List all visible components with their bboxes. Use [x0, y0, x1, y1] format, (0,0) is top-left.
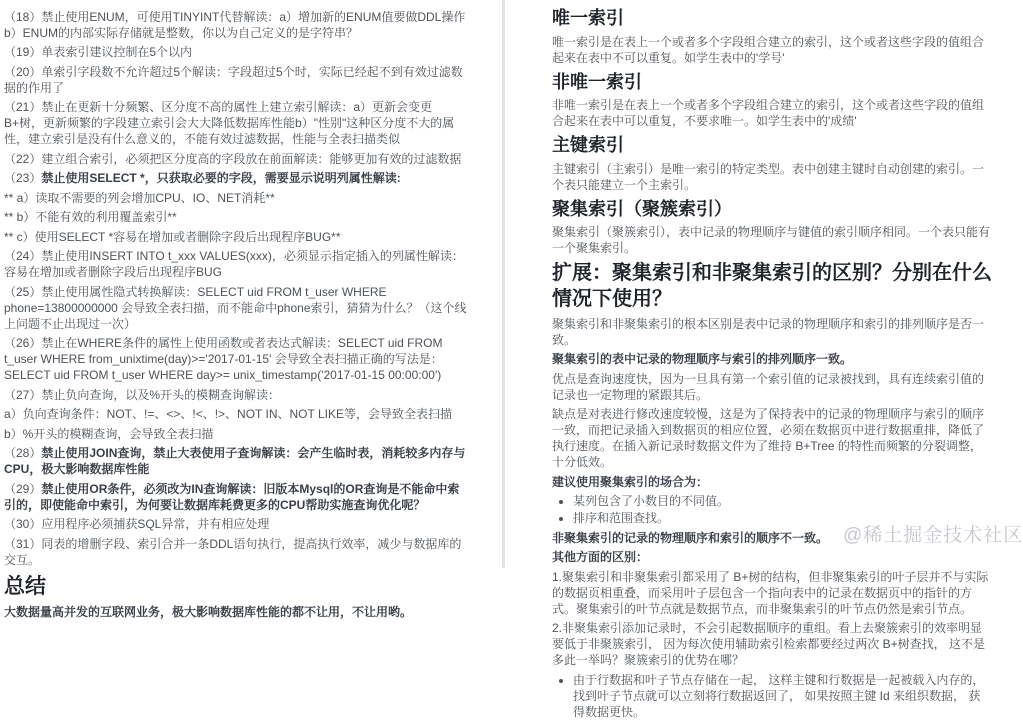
list-item: • 某列包含了小数目的不同值。 [573, 493, 992, 509]
right-column [552, 2, 992, 723]
rule-23-sub-b: ** b）不能有效的利用覆盖索引** [4, 210, 177, 224]
para-root-difference: 聚集索引和非聚集索引的根本区别是表中记录的物理顺序和索引的排列顺序是否一致。 [552, 316, 985, 347]
rule-27: （27）禁止负向查询，以及%开头的模糊查询解读： [4, 387, 281, 402]
rule-24: （24）禁止使用INSERT INTO t_xxx VALUES(xxx)，必须显示指定插入的列属性解读：容易在增加或者删除字段后出现程序BUG [4, 249, 464, 279]
rule-27-sub-a: a）负向查询条件：NOT、!=、<>、!<、!>、NOT IN、NOT LIKE等，会导致全表扫描 [4, 407, 452, 421]
para-non-unique-index: 非唯一索引是在表上一个或者多个字段组合建立的索引，这个或者这些字段的值组合起来在表中可以重复，不要求唯一。如学生表中的'成绩' [552, 98, 985, 128]
list-item: • 由于行数据和叶子节点存储在一起， 这样主键和行数据是一起被载入内存的，找到叶子节点就可以立刻将行数据返回了， 如果按照主键 Id 来组织数据， 获得数据更快。 [573, 672, 992, 720]
rule-31: （31）同表的增删字段、索引合并一条DDL语句执行，提高执行效率，减少与数据库的交互。 [4, 536, 462, 567]
para-other-difference: 其他方面的区别： [552, 550, 649, 564]
rule-19: （19）单表索引建议控制在5个以内 [4, 45, 193, 59]
para-disadvantage: 缺点是对表进行修改速度较慢，这是为了保持表中的记录的物理顺序与索引的顺序一致，而把记录插入到数据页的相应位置，必须在数据页中进行数据重排，降低了执行速度。在插入新记录时数据文件为了维持 B+Tree 的特性而频繁的分裂调整，十分低效。 [552, 407, 985, 469]
rule-27-sub-b: b）%开头的模糊查询，会导致全表扫描 [4, 426, 214, 441]
para-diff-1: 1.聚集索引和非聚集索引都采用了 B+树的结构，但非聚集索引的叶子层并不与实际的数据页相重叠，而采用叶子层包含一个指向表中的记录在数据页中的指针的方式。聚集索引的叶节点就是数据节点，而非聚集索引的叶节点仍然是索引节点。 [552, 569, 989, 616]
rule-30: （30）应用程序必须捕获SQL异常，并有相应处理 [4, 517, 270, 531]
column-divider [502, 0, 505, 568]
para-advantage: 优点是查询速度快，因为一旦具有第一个索引值的记录被找到，具有连续索引值的记录也一定物理的紧跟其后。 [552, 371, 985, 402]
rule-23-sub-c: ** c）使用SELECT *容易在增加或者删除字段后出现程序BUG** [4, 229, 341, 244]
rule-18: （18）禁止使用ENUM，可使用TINYINT代替解读：a）增加新的ENUM值要做DDL操作b）ENUM的内部实际存储就是整数，你以为自己定义的是字符串？ [4, 9, 466, 40]
heading-unique-index: 唯一索引 [552, 8, 624, 28]
para-nonclustered-order: 非聚集索引的记录的物理顺序和索引的顺序不一致。 [552, 530, 829, 545]
list-clustered-usage [552, 493, 992, 526]
rule-22: （22）建立组合索引，必须把区分度高的字段放在前面解读：能够更加有效的过滤数据 [4, 151, 462, 166]
rule-20: （20）单索引字段数不允许超过5个解读：字段超过5个时，实际已经起不到有效过滤数据的作用了 [4, 64, 463, 95]
summary-text: 大数据量高并发的互联网业务，极大影响数据库性能的都不让用，不让用哟。 [4, 604, 413, 619]
heading-primary-key-index: 主键索引 [552, 135, 624, 155]
rule-23-sub-a: ** a）读取不需要的列会增加CPU、IO、NET消耗** [4, 190, 275, 205]
para-clustered-order: 聚集索引的表中记录的物理顺序与索引的排列顺序一致。 [552, 352, 853, 366]
summary-heading: 总结 [4, 574, 46, 598]
rule-28: （28）禁止使用JOIN查询，禁止大表使用子查询解读：会产生临时表，消耗较多内存与CPU，极大影响数据库性能 [4, 446, 466, 476]
list-clustered-advantage [552, 672, 992, 720]
para-diff-2: 2.非聚集索引添加记录时，不会引起数据顺序的重组。看上去聚簇索引的效率明显要低于非聚簇索引， 因为每次使用辅助索引检索都要经过两次 B+树查找， 这不是多此一举吗？聚簇索引的优势在哪？ [552, 621, 986, 667]
rule-21: （21）禁止在更新十分频繁、区分度不高的属性上建立索引解读：a）更新会变更B+树，更新频繁的字段建立索引会大大降低数据库性能b）"性别"这种区分度不大的属性，建立索引是没有什么意义的，不能有效过滤数据，性能与全表扫描类似 [4, 100, 455, 146]
watermark-text: @稀土掘金技术社区 [843, 525, 1023, 546]
para-clustered-index: 聚集索引（聚簇索引），表中记录的物理顺序与键值的索引顺序相同。一个表只能有一个聚集索引。 [552, 225, 991, 255]
para-suggest-clustered: 建议使用聚集索引的场合为： [552, 474, 709, 489]
heading-clustered-index: 聚集索引（聚簇索引） [552, 198, 732, 219]
list-item: • 排序和范围查找。 [573, 510, 992, 526]
left-column [4, 5, 470, 623]
rule-25: （25）禁止使用属性隐式转换解读：SELECT uid FROM t_user WHERE phone=13800000000 会导致全表扫描，而不能命中phone索引，猜猜为什么？（这个线上问题不止出现过一次） [4, 284, 467, 331]
rule-29: （29）禁止使用OR条件，必须改为IN查询解读：旧版本Mysql的OR查询是不能命中索引的，即使能命中索引，为何要让数据库耗费更多的CPU帮助实施查询优化呢？ [4, 481, 460, 512]
heading-non-unique-index: 非唯一索引 [552, 71, 642, 92]
rule-26: （26）禁止在WHERE条件的属性上使用函数或者表达式解读：SELECT uid FROM t_user WHERE from_unixtime(day)>='2017-01-15' 会导致全表扫描正确的写法是：SELECT uid FROM t_user WHERE day>= unix_timestamp('2017-01-15 00:00:00') [4, 336, 443, 382]
heading-extension: 扩展：聚集索引和非聚集索引的区别？分别在什么情况下使用？ [552, 262, 992, 310]
rule-23: （23）禁止使用SELECT *，只获取必要的字段，需要显示说明列属性解读: [4, 171, 401, 185]
para-primary-key-index: 主键索引（主索引）是唯一索引的特定类型。表中创建主键时自动创建的索引。一个表只能建立一个主索引。 [552, 161, 985, 192]
para-unique-index: 唯一索引是在表上一个或者多个字段组合建立的索引，这个或者这些字段的值组合起来在表中不可以重复。如学生表中的'学号' [552, 34, 985, 65]
